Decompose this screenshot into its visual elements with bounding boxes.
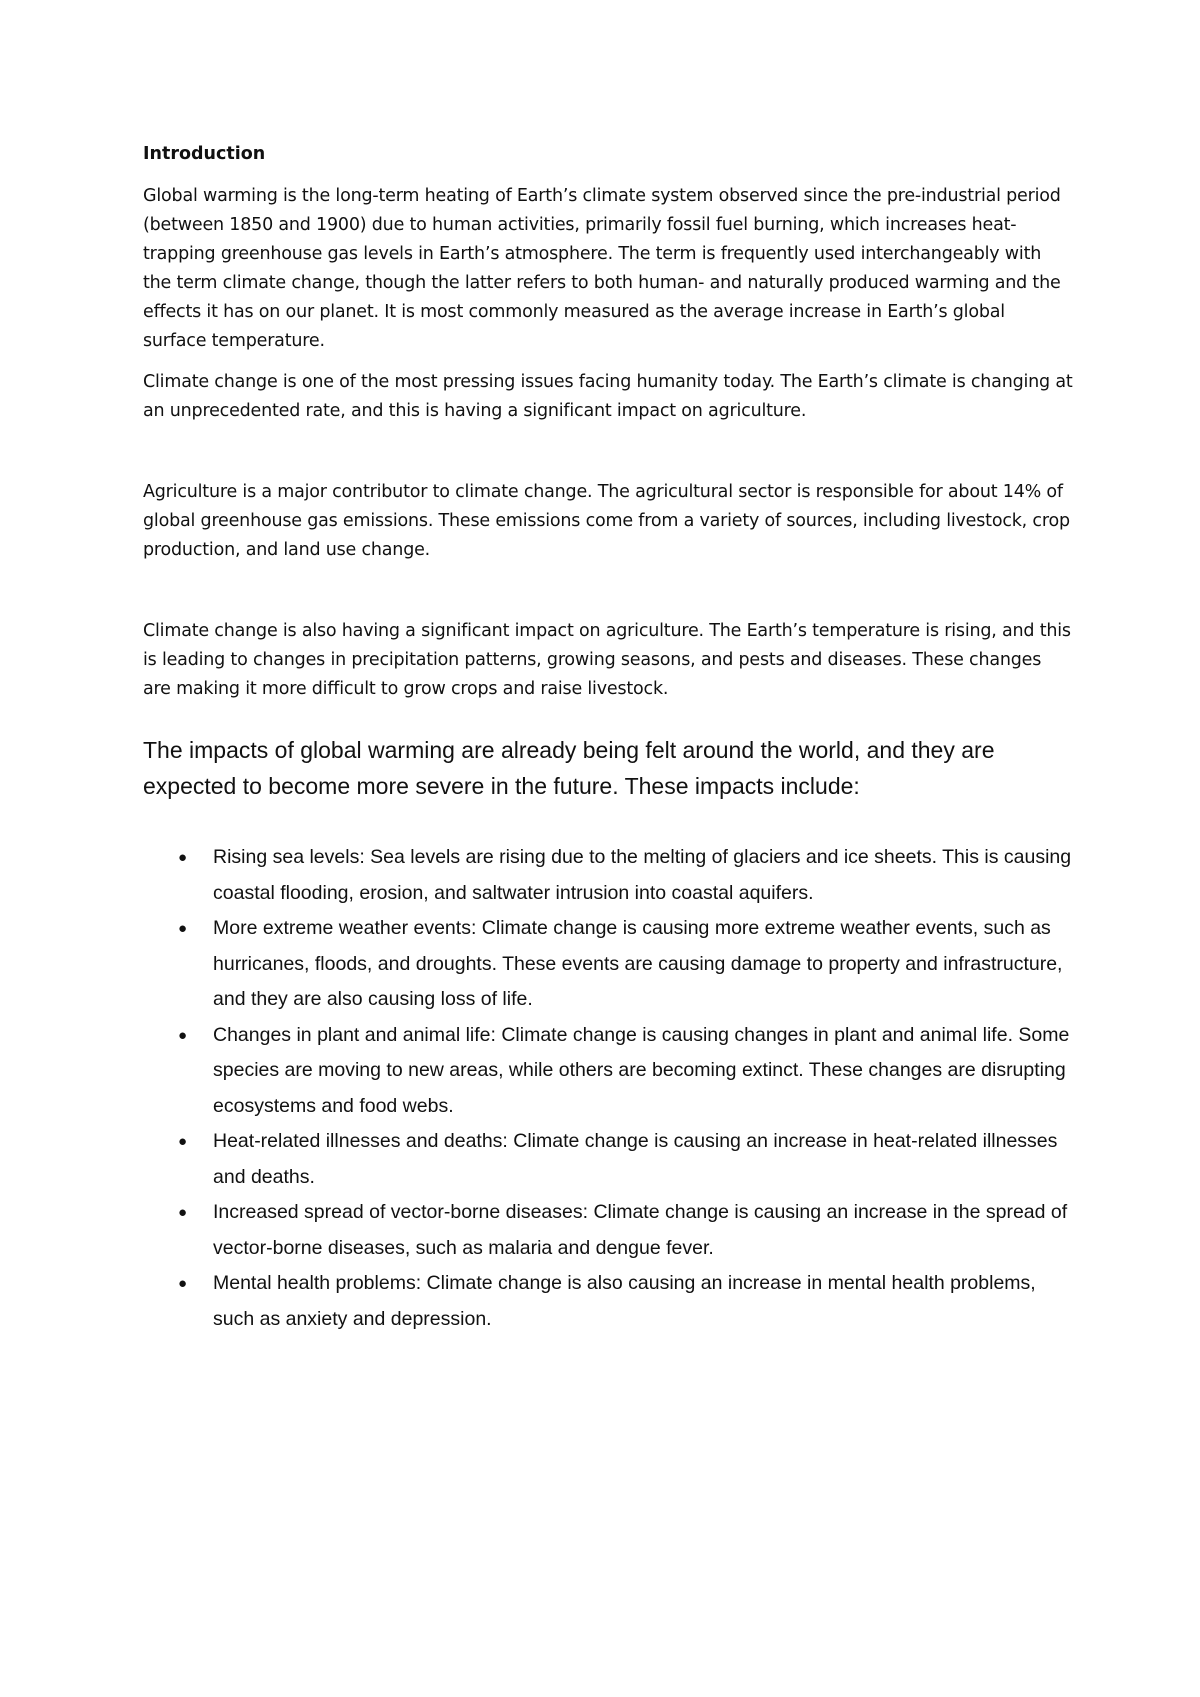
impacts-lead-paragraph: The impacts of global warming are already being felt around the world, and they are expected to become more severe in the future. These impacts include: (143, 737, 995, 799)
paragraph-global-warming: Global warming is the long-term heating of Earth’s climate system observed since the pre-industrial period (between 1850 and 1900) due to human activities, primarily fossil fuel burning, which increases heat-trapping greenhouse gas levels in Earth’s atmosphere. The term is frequently used interchangeably with the term climate change, though the latter refers to both human- and naturally produced warming and the effects it has on our planet. It is most commonly measured as the average increase in Earth’s global surface temperature. (143, 186, 1061, 351)
bullet-icon: ● (178, 1275, 188, 1292)
impacts-list (143, 840, 1073, 1337)
paragraph-pressing-issue: Climate change is one of the most pressing issues facing humanity today. The Earth’s climate is changing at an unprecedented rate, and this is having a significant impact on agriculture. (143, 372, 1073, 421)
list-item-text: Increased spread of vector-borne diseases: Climate change is causing an increase in the spread of vector-borne diseases, such as malaria and dengue fever. (213, 1201, 1068, 1259)
bullet-icon: ● (178, 920, 188, 937)
paragraph-agriculture-contributor: Agriculture is a major contributor to climate change. The agricultural sector is responsible for about 14% of global greenhouse gas emissions. These emissions come from a variety of sources, including livestock, crop production, and land use change. (143, 482, 1070, 560)
list-item-text: Rising sea levels: Sea levels are rising due to the melting of glaciers and ice sheets. This is causing coastal flooding, erosion, and saltwater intrusion into coastal aquifers. (213, 846, 1072, 904)
document-body (143, 140, 1073, 1337)
list-item (142, 1195, 1073, 1266)
list-item (142, 1266, 1073, 1337)
list-item-text: Mental health problems: Climate change is also causing an increase in mental health problems, such as anxiety and depression. (213, 1272, 1036, 1330)
list-item (142, 1018, 1073, 1125)
list-item (142, 1124, 1073, 1195)
list-item (142, 840, 1073, 911)
bullet-icon: ● (178, 1133, 188, 1150)
list-item-text: Heat-related illnesses and deaths: Climate change is causing an increase in heat-related illnesses and deaths. (213, 1130, 1058, 1188)
bullet-icon: ● (178, 1026, 188, 1044)
list-item (142, 911, 1073, 1018)
paragraph-agriculture-impact: Climate change is also having a significant impact on agriculture. The Earth’s temperature is rising, and this is leading to changes in precipitation patterns, growing seasons, and pests and diseases. These changes are making it more difficult to grow crops and raise livestock. (143, 621, 1071, 699)
bullet-icon: ● (178, 849, 188, 866)
section-heading: Introduction (143, 144, 266, 164)
list-item-text: More extreme weather events: Climate change is causing more extreme weather events, such as hurricanes, floods, and droughts. These events are causing damage to property and infrastructure, and they are also causing loss of life. (213, 917, 1063, 1010)
list-item-text: Changes in plant and animal life: Climate change is causing changes in plant and animal life. Some species are moving to new areas, while others are becoming extinct. These changes are disrupting ecosystems and food webs. (213, 1023, 1070, 1117)
bullet-icon: ● (178, 1204, 188, 1221)
